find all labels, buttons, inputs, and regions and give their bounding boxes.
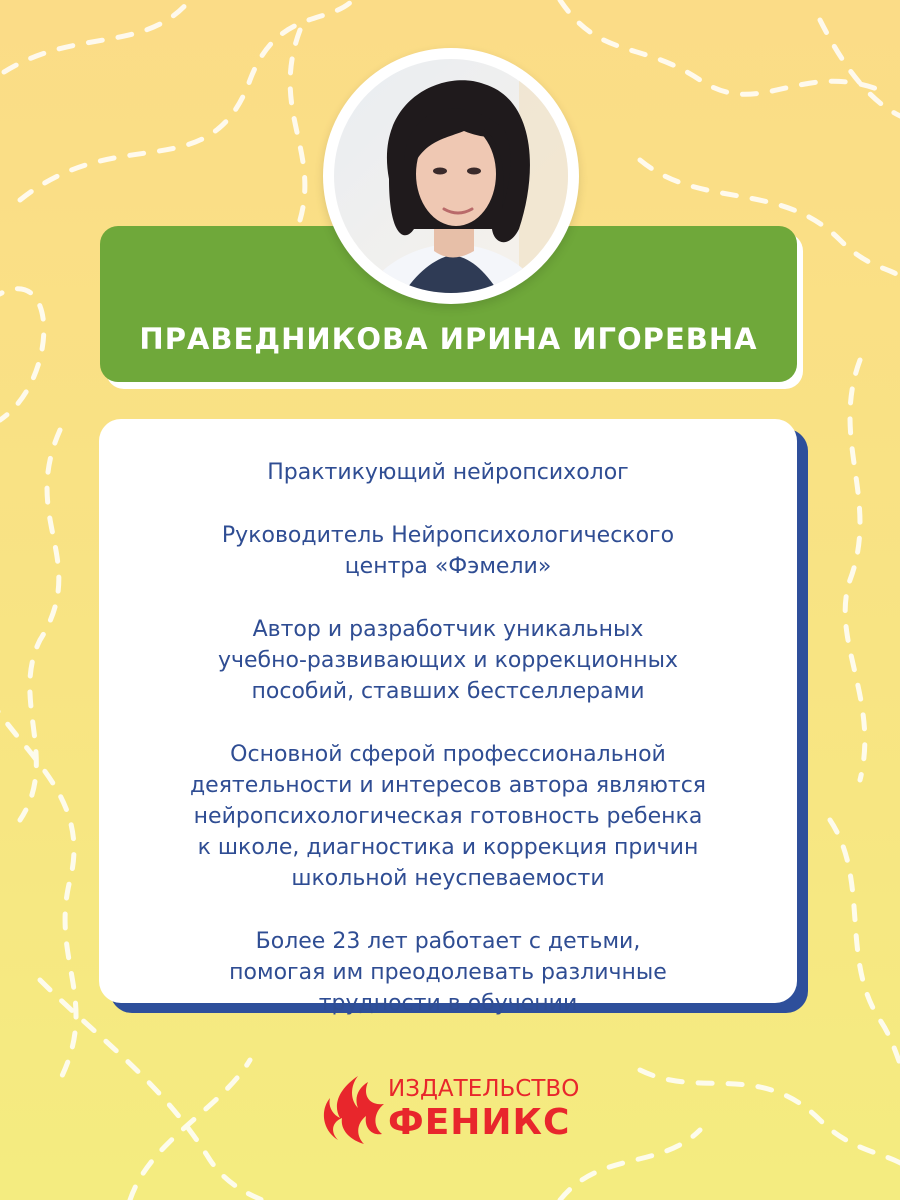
info-item-center: Руководитель Нейропсихологического центра «Фэмели» — [221, 523, 675, 579]
info-list — [139, 457, 757, 1051]
portrait-frame — [323, 48, 579, 304]
phoenix-flame-icon — [320, 1074, 390, 1148]
publisher-line2: ФЕНИКС — [388, 1102, 571, 1143]
info-card — [99, 419, 797, 1016]
info-item-role: Практикующий нейропсихолог — [267, 460, 629, 485]
author-portrait — [334, 59, 568, 293]
info-item-author: Автор и разработчик уникальных учебно-развивающих и коррекционных пособий, ставших бестселлерами — [218, 617, 678, 704]
author-name: ПРАВЕДНИКОВА ИРИНА ИГОРЕВНА — [139, 322, 758, 356]
info-item-experience: Более 23 лет работает с детьми, помогая им преодолевать различные трудности в обучении — [229, 929, 667, 1016]
publisher-logo — [320, 1070, 590, 1150]
info-item-field: Основной сферой профессиональной деятельности и интересов автора являются нейропсихологическая готовность ребенка к школе, диагностика и коррекция причин школьной неуспеваемости — [189, 742, 707, 891]
publisher-line1: ИЗДАТЕЛЬСТВО — [388, 1076, 580, 1102]
